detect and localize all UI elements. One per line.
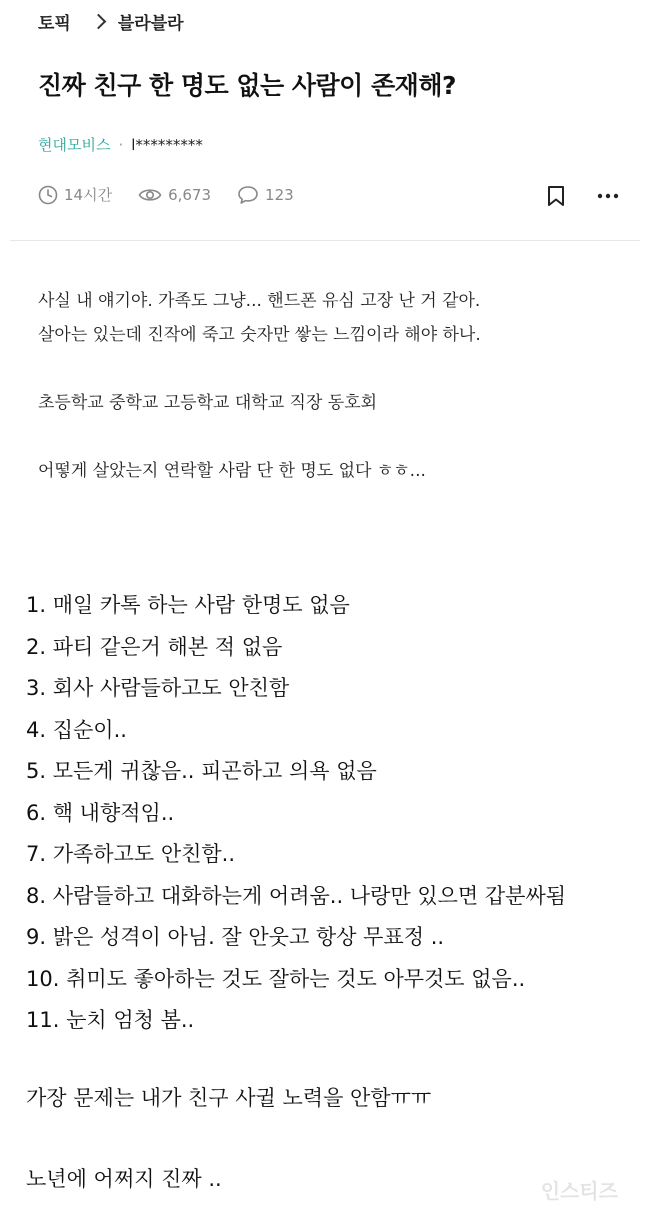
clock-icon (38, 185, 58, 205)
post-meta (38, 184, 320, 205)
post-title: 진짜 친구 한 명도 없는 사람이 존재해? (38, 71, 456, 100)
post-header (38, 0, 620, 240)
header-divider (10, 240, 640, 241)
comments-count: 123 (265, 185, 294, 204)
post-body-intro (38, 284, 481, 488)
author-separator: · (118, 135, 124, 154)
list-item: 5. 모든게 귀찮음.. 피곤하고 의욕 없음 (26, 759, 377, 783)
list-item: 2. 파티 같은거 해본 적 없음 (26, 634, 283, 659)
post-comments[interactable] (237, 185, 294, 205)
list-item: 4. 집순이.. (26, 717, 127, 742)
closing-line-2: 노년에 어쩌지 진짜 .. (26, 1167, 222, 1191)
eye-icon (138, 185, 162, 205)
views-count: 6,673 (168, 185, 212, 204)
list-item: 6. 핵 내향적임.. (26, 800, 175, 825)
list-item: 9. 밝은 성격이 아님. 잘 안웃고 항상 무표정 .. (26, 925, 445, 949)
list-item: 3. 회사 사람들하고도 안친함 (26, 676, 290, 700)
chevron-right-icon (91, 14, 107, 30)
post-actions (516, 184, 620, 208)
more-button[interactable] (596, 184, 620, 208)
list-item: 1. 매일 카톡 하는 사람 한명도 없음 (26, 593, 350, 617)
time-text: 14시간 (64, 186, 113, 204)
breadcrumb-topic[interactable]: 토픽 (38, 14, 71, 34)
comment-icon (237, 185, 259, 205)
author-info (38, 134, 203, 155)
body-line-4: 어떻게 살았는지 연락할 사람 단 한 명도 없다 ㅎㅎ... (38, 461, 426, 481)
watermark: 인스티즈 (540, 1179, 618, 1203)
bookmark-button[interactable] (544, 184, 568, 208)
more-icon (597, 193, 619, 199)
breadcrumb-board[interactable]: 블라블라 (117, 14, 184, 34)
author-company[interactable]: 현대모비스 (38, 136, 111, 154)
list-item: 7. 가족하고도 안친함.. (26, 842, 236, 866)
post-time (38, 184, 112, 205)
author-nickname: l********* (131, 135, 203, 154)
post-views (138, 185, 211, 205)
body-line-2: 살아는 있는데 진작에 죽고 숫자만 쌓는 느낌이라 해야 하나. (38, 325, 481, 345)
breadcrumb (38, 9, 184, 34)
closing-line-1: 가장 문제는 내가 친구 사귈 노력을 안함ㅠㅠ (26, 1086, 432, 1110)
list-item: 10. 취미도 좋아하는 것도 잘하는 것도 아무것도 없음.. (26, 966, 526, 991)
list-item: 11. 눈치 엄청 봄.. (26, 1008, 195, 1032)
body-line-3: 초등학교 중학교 고등학교 대학교 직장 동호회 (38, 393, 378, 413)
list-item: 8. 사람들하고 대화하는게 어려움.. 나랑만 있으면 갑분싸됨 (26, 883, 567, 908)
post-body-list (26, 585, 566, 1042)
body-line-1: 사실 내 얘기야. 가족도 그냥... 핸드폰 유심 고장 난 거 같아. (38, 291, 481, 311)
bookmark-icon (547, 185, 565, 207)
